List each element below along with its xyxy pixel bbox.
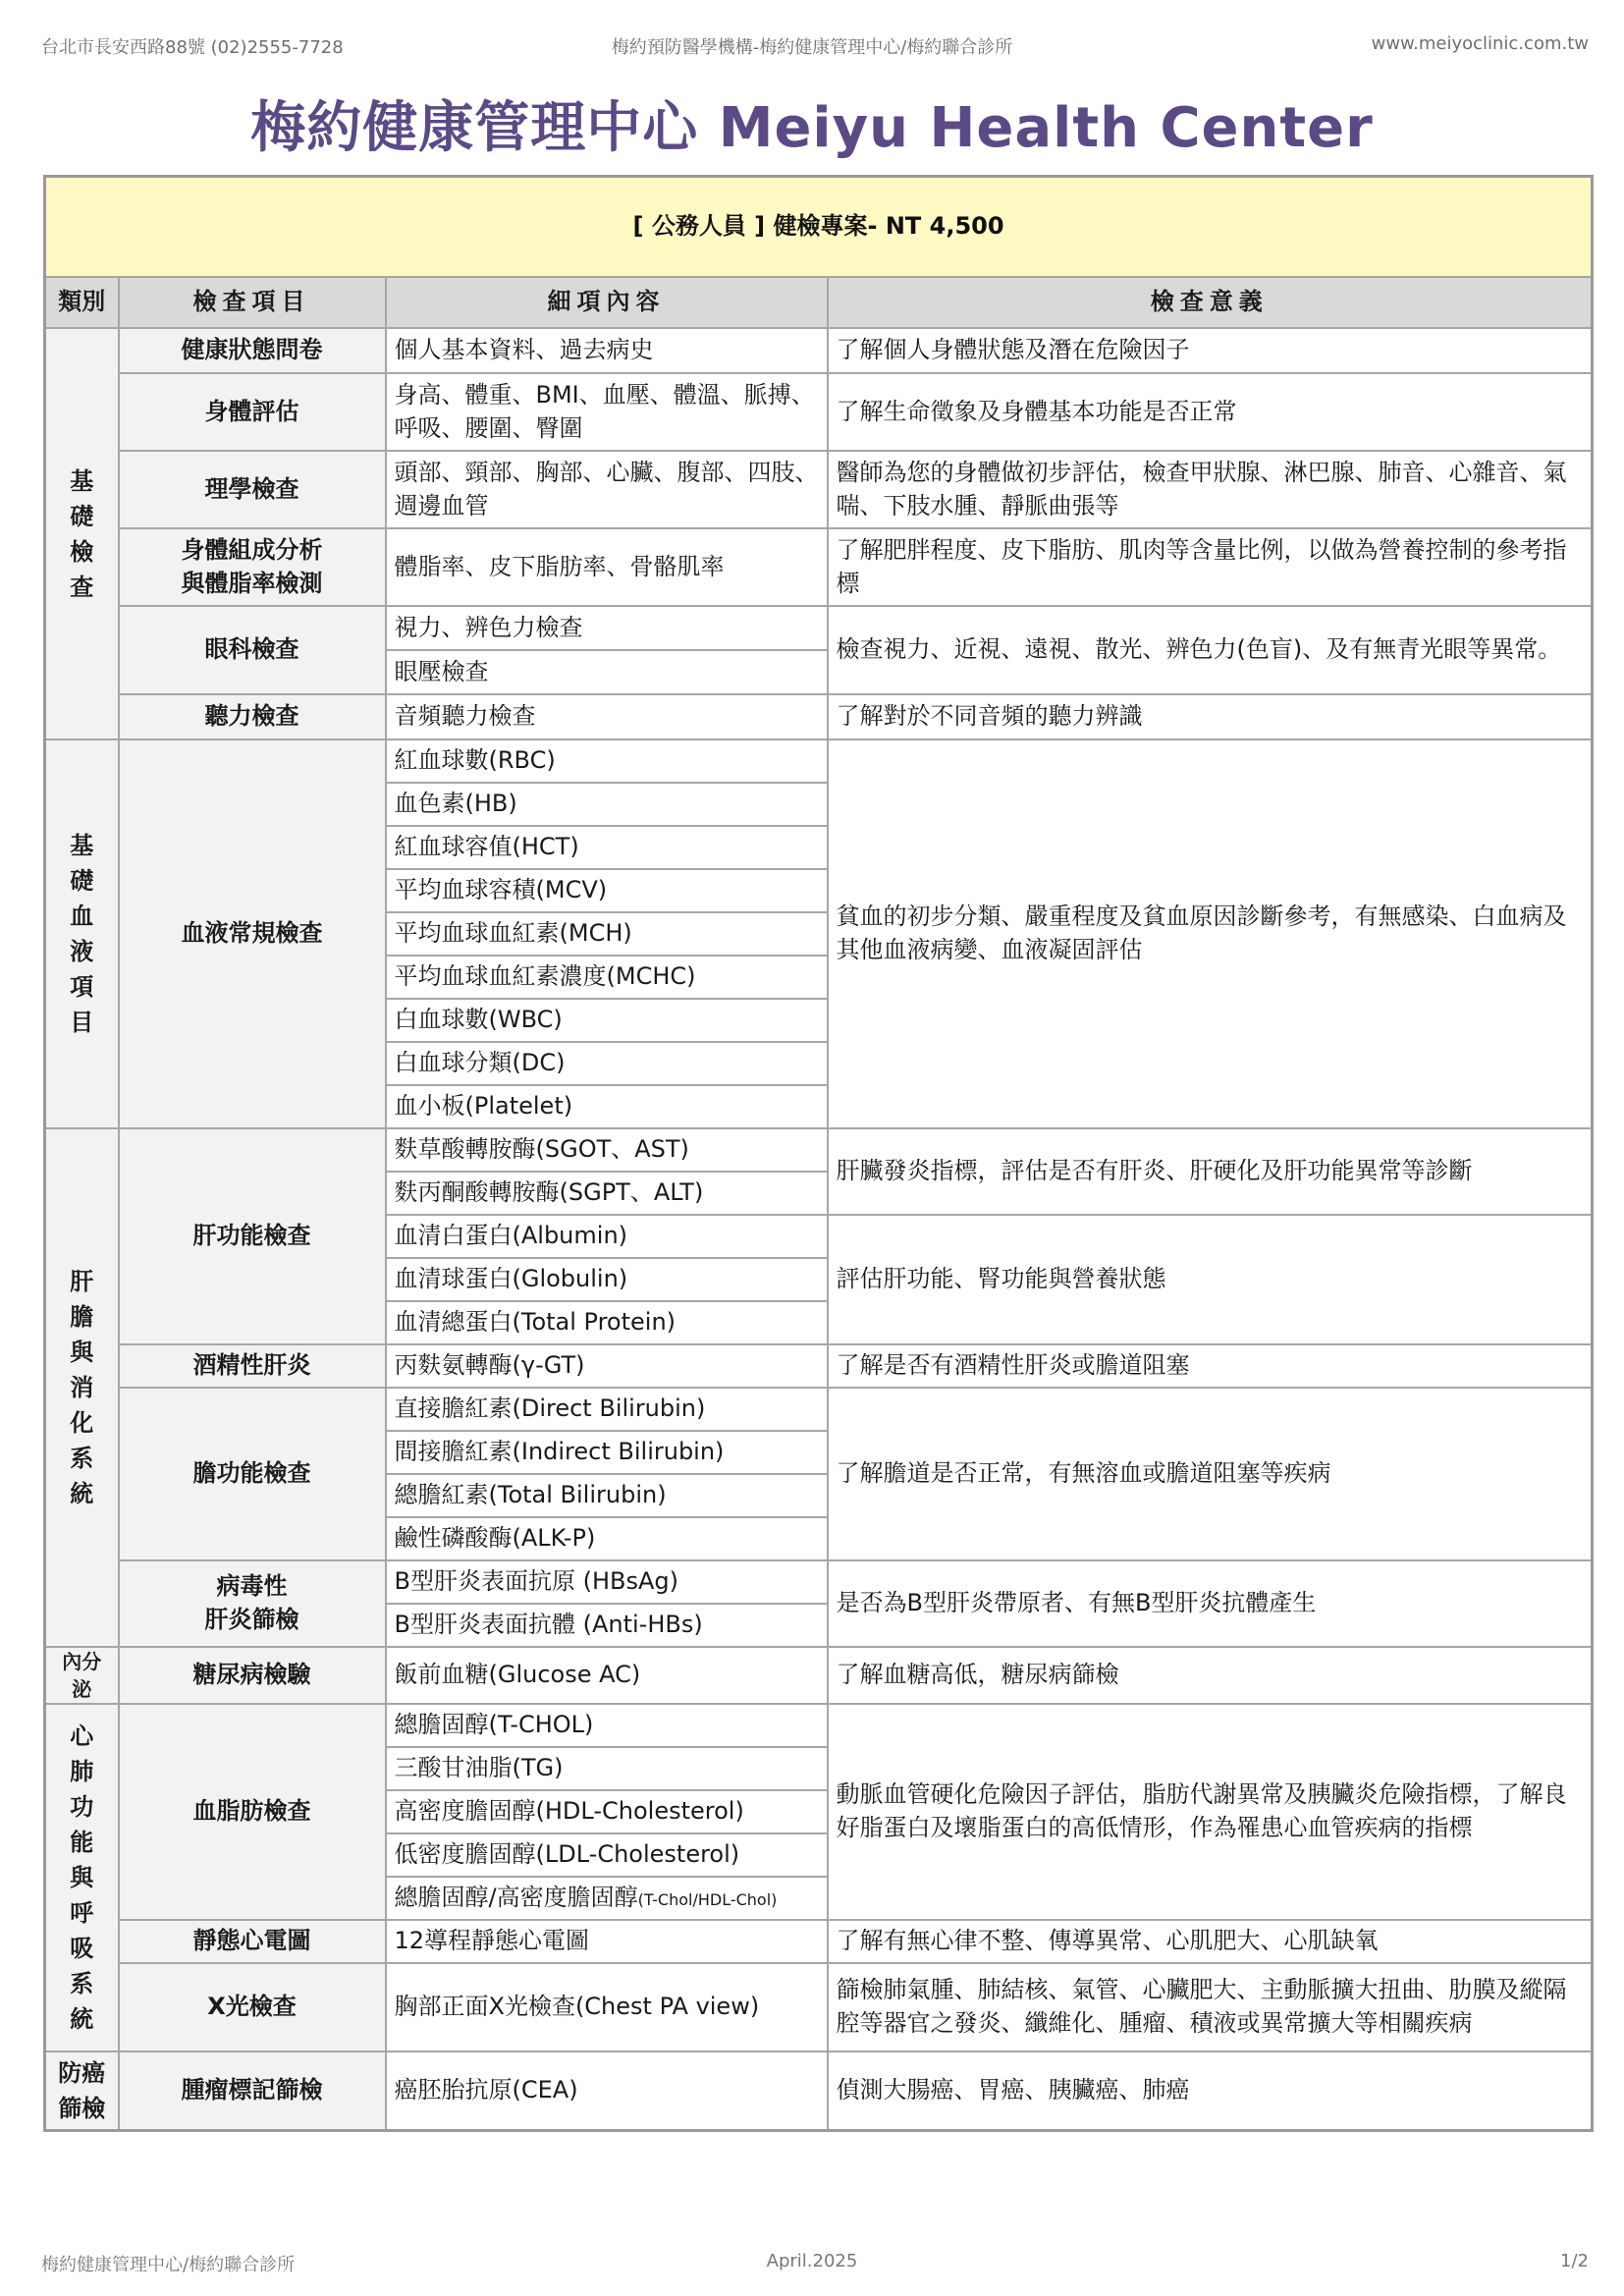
table-row <box>45 739 1593 783</box>
table-row <box>45 528 1593 606</box>
category-cardiopulmonary: 心肺功能與呼吸系統 <box>45 1704 119 2051</box>
meaning-cell: 了解有無心律不整、傳導異常、心肌肥大、心肌缺氧 <box>828 1920 1593 1963</box>
meaning-cell: 檢查視力、近視、遠視、散光、辨色力(色盲)、及有無青光眼等異常。 <box>828 606 1593 694</box>
item-viral-hepatitis: 病毒性 肝炎篩檢 <box>119 1560 386 1647</box>
detail-cell: 癌胚胎抗原(CEA) <box>386 2051 828 2130</box>
item-liver-function: 肝功能檢查 <box>119 1128 386 1344</box>
meaning-cell: 評估肝功能、腎功能與營養狀態 <box>828 1215 1593 1344</box>
meaning-cell: 了解膽道是否正常，有無溶血或膽道阻塞等疾病 <box>828 1388 1593 1560</box>
header-org: 梅約預防醫學機構-梅約健康管理中心/梅約聯合診所 <box>611 37 1013 58</box>
item-xray: X光檢查 <box>119 1963 386 2051</box>
column-header-row <box>45 277 1593 328</box>
table-row <box>45 1128 1593 1172</box>
item-tumor-marker: 腫瘤標記篩檢 <box>119 2051 386 2130</box>
detail-cell: 血小板(Platelet) <box>386 1085 828 1128</box>
detail-cell: 三酸甘油脂(TG) <box>386 1747 828 1790</box>
detail-cell: 血清白蛋白(Albumin) <box>386 1215 828 1258</box>
detail-cell: 體脂率、皮下脂肪率、骨骼肌率 <box>386 528 828 606</box>
col-meaning: 檢查意義 <box>828 277 1593 328</box>
detail-cell: 血清球蛋白(Globulin) <box>386 1258 828 1301</box>
category-basic: 基礎檢查 <box>45 328 119 739</box>
table-row <box>45 1344 1593 1388</box>
detail-cell: 高密度膽固醇(HDL-Cholesterol) <box>386 1790 828 1833</box>
category-blood: 基礎血液項目 <box>45 739 119 1128</box>
category-liver: 肝膽與消化系統 <box>45 1128 119 1647</box>
meaning-cell: 了解肥胖程度、皮下脂肪、肌肉等含量比例，以做為營養控制的參考指標 <box>828 528 1593 606</box>
detail-cell: 頭部、頸部、胸部、心臟、腹部、四肢、週邊血管 <box>386 451 828 528</box>
detail-cell: 身高、體重、BMI、血壓、體溫、脈搏、呼吸、腰圍、臀圍 <box>386 373 828 451</box>
header-address: 台北市長安西路88號 (02)2555-7728 <box>41 37 344 58</box>
detail-cell: 眼壓檢查 <box>386 650 828 694</box>
footer-date: April.2025 <box>766 2251 858 2271</box>
detail-cell: 間接膽紅素(Indirect Bilirubin) <box>386 1431 828 1474</box>
meaning-cell: 貧血的初步分類、嚴重程度及貧血原因診斷參考，有無感染、白血病及其他血液病變、血液凝固評估 <box>828 739 1593 1128</box>
table-row <box>45 1560 1593 1604</box>
detail-cell: 視力、辨色力檢查 <box>386 606 828 650</box>
detail-cell: 平均血球血紅素(MCH) <box>386 912 828 956</box>
meaning-cell: 了解是否有酒精性肝炎或膽道阻塞 <box>828 1344 1593 1388</box>
table-row <box>45 606 1593 650</box>
item-cbc: 血液常規檢查 <box>119 739 386 1128</box>
detail-cell: 平均血球容積(MCV) <box>386 869 828 912</box>
detail-cell: 紅血球容值(HCT) <box>386 826 828 869</box>
detail-cell: 低密度膽固醇(LDL-Cholesterol) <box>386 1833 828 1877</box>
table-row <box>45 1920 1593 1963</box>
detail-cell: 白血球數(WBC) <box>386 999 828 1042</box>
item-eye-exam: 眼科檢查 <box>119 606 386 694</box>
detail-cell: 個人基本資料、過去病史 <box>386 328 828 373</box>
detail-cell: B型肝炎表面抗體 (Anti-HBs) <box>386 1604 828 1647</box>
detail-cell: 直接膽紅素(Direct Bilirubin) <box>386 1388 828 1431</box>
col-category: 類別 <box>45 277 119 328</box>
item-diabetes: 糖尿病檢驗 <box>119 1647 386 1704</box>
detail-cell: 麩丙酮酸轉胺酶(SGPT、ALT) <box>386 1172 828 1215</box>
detail-cell: 總膽固醇/高密度膽固醇(T-Chol/HDL-Chol) <box>386 1877 828 1920</box>
item-body-composition: 身體組成分析 與體脂率檢測 <box>119 528 386 606</box>
item-gallbladder-function: 膽功能檢查 <box>119 1388 386 1560</box>
meaning-cell: 醫師為您的身體做初步評估，檢查甲狀腺、淋巴腺、肺音、心雜音、氣喘、下肢水腫、靜脈曲張等 <box>828 451 1593 528</box>
detail-cell: 12導程靜態心電圖 <box>386 1920 828 1963</box>
table-row <box>45 1388 1593 1431</box>
item-alcohol-hepatitis: 酒精性肝炎 <box>119 1344 386 1388</box>
meaning-cell: 了解個人身體狀態及潛在危險因子 <box>828 328 1593 373</box>
meaning-cell: 篩檢肺氣腫、肺結核、氣管、心臟肥大、主動脈擴大扭曲、肋膜及縱隔腔等器官之發炎、纖維化、腫瘤、積液或異常擴大等相關疾病 <box>828 1963 1593 2051</box>
table-row <box>45 1704 1593 1747</box>
detail-cell: B型肝炎表面抗原 (HBsAg) <box>386 1560 828 1604</box>
detail-cell: 白血球分類(DC) <box>386 1042 828 1085</box>
detail-cell: 丙麩氨轉酶(γ-GT) <box>386 1344 828 1388</box>
detail-cell: 平均血球血紅素濃度(MCHC) <box>386 956 828 999</box>
footer-clinic: 梅約健康管理中心/梅約聯合診所 <box>41 2255 296 2275</box>
table-row <box>45 1647 1593 1704</box>
plan-title: [ 公務人員 ] 健檢專案- NT 4,500 <box>45 177 1593 278</box>
item-body-evaluation: 身體評估 <box>119 373 386 451</box>
detail-cell: 飯前血糖(Glucose AC) <box>386 1647 828 1704</box>
header-website[interactable]: www.meiyoclinic.com.tw <box>1371 33 1589 54</box>
category-cancer: 防癌篩檢 <box>45 2051 119 2130</box>
item-ecg: 靜態心電圖 <box>119 1920 386 1963</box>
detail-cell: 胸部正面X光檢查(Chest PA view) <box>386 1963 828 2051</box>
footer-page-number: 1/2 <box>1560 2251 1589 2271</box>
item-hearing: 聽力檢查 <box>119 694 386 739</box>
detail-cell: 音頻聽力檢查 <box>386 694 828 739</box>
col-item: 檢查項目 <box>119 277 386 328</box>
table-row <box>45 451 1593 528</box>
checkup-table <box>43 175 1594 2132</box>
meaning-cell: 動脈血管硬化危險因子評估，脂肪代謝異常及胰臟炎危險指標，了解良好脂蛋白及壞脂蛋白的高低情形，作為罹患心血管疾病的指標 <box>828 1704 1593 1920</box>
detail-cell: 總膽固醇(T-CHOL) <box>386 1704 828 1747</box>
table-row <box>45 328 1593 373</box>
meaning-cell: 偵測大腸癌、胃癌、胰臟癌、肺癌 <box>828 2051 1593 2130</box>
table-row <box>45 694 1593 739</box>
item-physical-exam: 理學檢查 <box>119 451 386 528</box>
table-row <box>45 373 1593 451</box>
meaning-cell: 了解對於不同音頻的聽力辨識 <box>828 694 1593 739</box>
col-detail: 細項內容 <box>386 277 828 328</box>
category-endocrine: 內分泌 <box>45 1647 119 1704</box>
detail-cell: 紅血球數(RBC) <box>386 739 828 783</box>
item-lipid: 血脂肪檢查 <box>119 1704 386 1920</box>
meaning-cell: 肝臟發炎指標，評估是否有肝炎、肝硬化及肝功能異常等診斷 <box>828 1128 1593 1215</box>
detail-cell: 麩草酸轉胺酶(SGOT、AST) <box>386 1128 828 1172</box>
table-row <box>45 2051 1593 2130</box>
table-row <box>45 1963 1593 2051</box>
detail-cell: 總膽紅素(Total Bilirubin) <box>386 1474 828 1517</box>
meaning-cell: 了解生命徵象及身體基本功能是否正常 <box>828 373 1593 451</box>
page-title: 梅約健康管理中心 Meiyu Health Center <box>250 96 1374 160</box>
detail-cell: 血清總蛋白(Total Protein) <box>386 1301 828 1344</box>
meaning-cell: 是否為B型肝炎帶原者、有無B型肝炎抗體產生 <box>828 1560 1593 1647</box>
meaning-cell: 了解血糖高低，糖尿病篩檢 <box>828 1647 1593 1704</box>
detail-cell: 血色素(HB) <box>386 783 828 826</box>
item-health-questionnaire: 健康狀態問卷 <box>119 328 386 373</box>
detail-cell: 鹼性磷酸酶(ALK-P) <box>386 1517 828 1560</box>
